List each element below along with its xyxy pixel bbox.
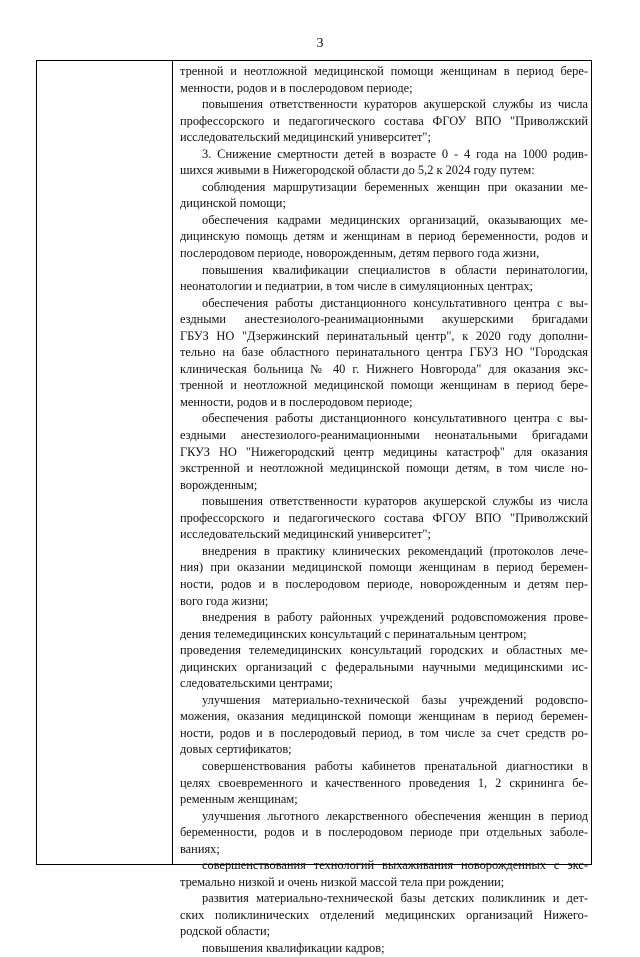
text-line: совершенствования работы кабинетов пренатальной диагностики в	[202, 758, 588, 773]
text-line: обеспечения кадрами медицинских организаций, оказывающих ме-	[202, 212, 588, 227]
text-line: внедрения в практику клинических рекомендаций (протоколов лече-	[202, 543, 588, 558]
text-line: исследовательский медицинский университет";	[180, 130, 431, 145]
text-line: дицинских организаций с федеральными научными медицинскими ис-	[180, 659, 588, 674]
text-line: совершенствования технологий выхаживания новорожденных с экс-	[202, 858, 588, 873]
text-line: улучшения льготного лекарственного обеспечения женщин в период	[202, 808, 588, 823]
text-line: ности, родов и в послеродовом периоде, новорожденным и детям пер-	[180, 576, 588, 591]
text-line: менности, родов и в послеродовом периоде;	[180, 80, 413, 95]
text-line: ности, родов и в послеродовый период, в том числе за счет средств ро-	[180, 725, 588, 740]
text-line: менности, родов и в послеродовом периоде;	[180, 394, 413, 409]
text-line: повышения ответственности кураторов акушерской службы из числа	[202, 494, 588, 509]
text-line: довых сертификатов;	[180, 742, 292, 757]
text-line: дицинской помощи;	[180, 196, 286, 211]
text-line: экстренной и неотложной медицинской помощи детям, в том числе но-	[180, 461, 588, 476]
text-line: клиническая больница № 40 г. Нижнего Новгорода" для оказания экс-	[180, 361, 588, 376]
text-line: можения, оказания медицинской помощи женщинам в период беремен-	[180, 709, 588, 724]
document-table	[36, 60, 592, 955]
text-line: ваниях;	[180, 841, 220, 856]
text-line: улучшения материально-технической базы учреждений родовспо-	[202, 692, 588, 707]
text-line: родской области;	[180, 924, 271, 939]
text-line: ременным женщинам;	[180, 792, 298, 807]
text-line: тренной и неотложной медицинской помощи женщинам в период бере-	[180, 378, 588, 393]
text-line: тремально низкой и очень низкой массой тела при рождении;	[180, 874, 505, 889]
text-line: дения телемедицинских консультаций с перинатальным центром;	[180, 626, 527, 641]
text-line: ворожденным;	[180, 477, 258, 492]
text-line: следовательскими центрами;	[180, 676, 333, 691]
text-line: тельно на базе областного перинатального центра ГБУЗ НО "Городская	[180, 345, 588, 360]
text-line: дицинскую помощь детям и женщинам в период беременности, родов и	[180, 229, 588, 244]
text-line: профессорского и педагогического состава ФГОУ ВПО "Приволжский	[180, 510, 588, 525]
text-line: профессорского и педагогического состава ФГОУ ВПО "Приволжский	[180, 113, 588, 128]
text-line: ездными анестезиолого-реанимационными акушерскими бригадами	[180, 312, 588, 327]
text-line: ездными анестезиолого-реанимационными неонатальными бригадами	[180, 428, 588, 443]
text-line: шихся живыми в Нижегородской области до 5,2 к 2024 году путем:	[180, 163, 535, 178]
text-line: послеродовом периоде, новорожденным, детям первого года жизни,	[180, 246, 540, 261]
page-number: 3	[316, 36, 324, 51]
text-column	[180, 63, 588, 957]
text-line: беременности, родов и в послеродовом периоде при отдельных заболе-	[180, 825, 588, 840]
text-line: 3. Снижение смертности детей в возрасте 0 - 4 года на 1000 родив-	[202, 146, 588, 161]
text-line: проведения телемедицинских консультаций городских и областных ме-	[180, 643, 588, 658]
text-line: повышения квалификации кадров;	[202, 940, 385, 955]
text-line: ния) при оказании медицинской помощи женщинам в период беремен-	[180, 560, 588, 575]
text-line: тренной и неотложной медицинской помощи женщинам в период бере-	[180, 64, 588, 78]
text-line: повышения квалификации специалистов в области перинатологии,	[202, 262, 588, 277]
text-line: ских поликлинических отделений медицинских организаций Нижего-	[180, 907, 588, 922]
text-line: ГБУЗ НО "Дзержинский перинатальный центр", к 2020 году дополни-	[180, 328, 588, 343]
text-line: исследовательский медицинский университет";	[180, 527, 431, 542]
text-line: обеспечения работы дистанционного консультативного центра с вы-	[202, 295, 588, 310]
text-line: внедрения в работу районных учреждений родовспоможения прове-	[202, 610, 588, 625]
text-line: повышения ответственности кураторов акушерской службы из числа	[202, 97, 588, 112]
text-line: ГКУЗ НО "Нижегородский центр медицины катастроф" для оказания	[180, 444, 588, 459]
text-line: обеспечения работы дистанционного консультативного центра с вы-	[202, 411, 588, 426]
text-line: целях своевременного и качественного проведения 1, 2 скрининга бе-	[180, 775, 588, 790]
text-line: неонатологии и педиатрии, в том числе в симуляционных центрах;	[180, 279, 533, 294]
text-line: соблюдения маршрутизации беременных женщин при оказании ме-	[202, 179, 588, 194]
text-line: вого года жизни;	[180, 593, 269, 608]
text-line: развития материально-технической базы детских поликлиник и дет-	[202, 891, 588, 906]
column-divider	[172, 61, 173, 864]
